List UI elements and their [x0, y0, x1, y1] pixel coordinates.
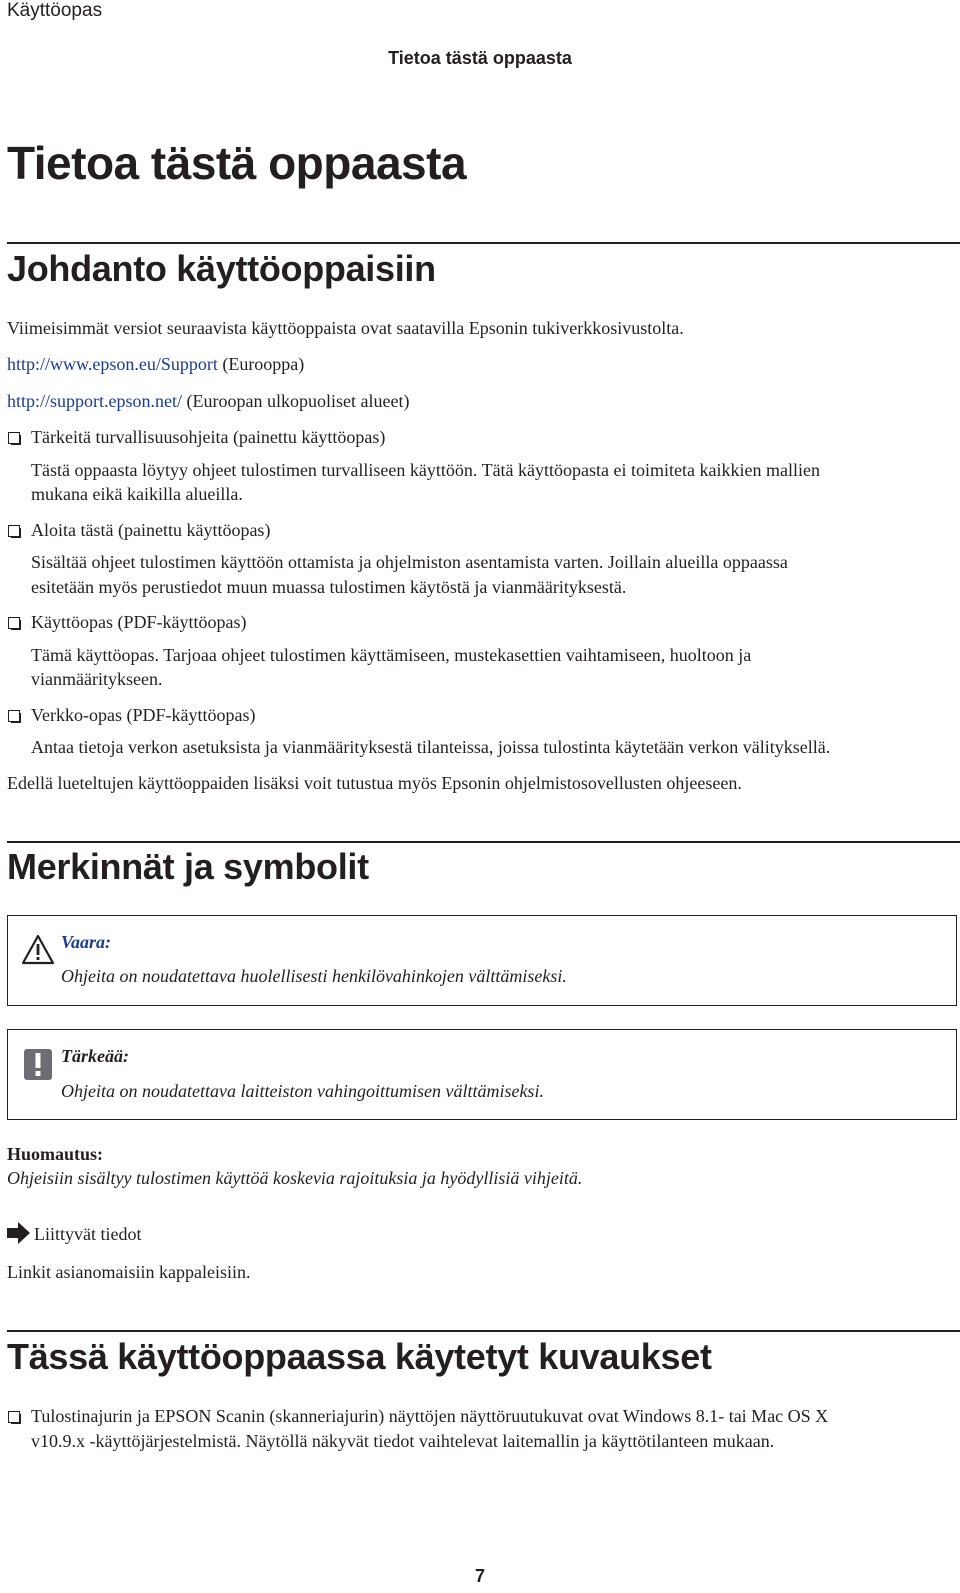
list-item-desc: mukana eikä kaikilla alueilla. — [31, 484, 243, 504]
important-text: Ohjeita on noudatettava laitteiston vahingoittumisen välttämiseksi. — [61, 1081, 544, 1101]
section-rule — [7, 841, 960, 843]
section-heading-symbols: Merkinnät ja symbolit — [7, 846, 369, 887]
list-item-title: Aloita tästä (painettu käyttöopas) — [31, 520, 271, 540]
checkbox-bullet-icon — [8, 617, 20, 629]
list-item-desc: Tämä käyttöopas. Tarjoaa ohjeet tulostimen käyttämiseen, mustekasettien vaihtamiseen, huoltoon ja — [31, 645, 752, 665]
note-text: Ohjeisiin sisältyy tulostimen käyttöä koskevia rajoituksia ja hyödyllisiä vihjeitä. — [7, 1168, 583, 1188]
list-item-title: Käyttöopas (PDF-käyttöopas) — [31, 612, 247, 632]
link-note-2: (Euroopan ulkopuoliset alueet) — [182, 391, 410, 411]
list-item-desc: v10.9.x -käyttöjärjestelmistä. Näytöllä näkyvät tiedot vaihtelevat laitemallin ja käyttötilanteen mukaan. — [31, 1431, 775, 1451]
note-title: Huomautus: — [7, 1144, 104, 1164]
epson-eu-support-link[interactable]: http://www.epson.eu/Support — [7, 354, 218, 374]
arrow-right-icon — [7, 1222, 31, 1244]
list-item-desc: Antaa tietoja verkon asetuksista ja vianmäärityksestä tilanteissa, joissa tulostinta käytetään verkon välityksellä. — [31, 737, 831, 757]
checkbox-bullet-icon — [8, 525, 20, 537]
list-item-title: Tärkeitä turvallisuusohjeita (painettu käyttöopas) — [31, 427, 386, 447]
warning-triangle-icon — [21, 934, 55, 965]
related-info-text: Linkit asianomaisiin kappaleisiin. — [7, 1262, 251, 1282]
section-rule — [7, 242, 960, 244]
section-heading-illustrations: Tässä käyttöoppaassa käytetyt kuvaukset — [7, 1336, 712, 1377]
link-line-1 — [7, 352, 304, 377]
warning-text: Ohjeita on noudatettava huolellisesti henkilövahinkojen välttämiseksi. — [61, 966, 567, 986]
list-item-desc: Sisältää ohjeet tulostimen käyttöön ottamista ja ohjelmiston asentamista varten. Joillain alueilla oppaassa — [31, 552, 788, 572]
link-line-2 — [7, 389, 409, 414]
list-item-title: Verkko-opas (PDF-käyttöopas) — [31, 705, 256, 725]
running-title: Tietoa tästä oppaasta — [388, 48, 572, 68]
list-item-desc: Tästä oppaasta löytyy ohjeet tulostimen turvalliseen käyttöön. Tätä käyttöopasta ei toimiteta kaikkien mallien — [31, 460, 820, 480]
list-item-desc: esitetään myös perustiedot muun muassa tulostimen käytöstä ja vianmäärityksestä. — [31, 577, 627, 597]
running-head: Käyttöopas — [7, 0, 103, 21]
page-number: 7 — [474, 1566, 485, 1586]
checkbox-bullet-icon — [8, 432, 20, 444]
checkbox-bullet-icon — [8, 1411, 20, 1423]
epson-global-support-link[interactable]: http://support.epson.net/ — [7, 391, 182, 411]
intro-lead: Viimeisimmät versiot seuraavista käyttöoppaista ovat saatavilla Epsonin tukiverkkosivustolta. — [7, 318, 684, 338]
section-heading-intro: Johdanto käyttöoppaisiin — [7, 248, 436, 289]
warning-title: Vaara: — [61, 932, 112, 952]
important-exclamation-icon — [23, 1048, 53, 1081]
section-rule — [7, 1330, 960, 1332]
list-item-desc: vianmääritykseen. — [31, 669, 163, 689]
important-title: Tärkeää: — [61, 1046, 129, 1066]
chapter-title: Tietoa tästä oppaasta — [7, 137, 467, 189]
related-info-label: Liittyvät tiedot — [34, 1224, 142, 1244]
warning-box — [7, 915, 957, 1006]
important-box — [7, 1029, 957, 1120]
intro-closing: Edellä lueteltujen käyttöoppaiden lisäksi voit tutustua myös Epsonin ohjelmistosovellusten ohjeeseen. — [7, 773, 742, 793]
checkbox-bullet-icon — [8, 710, 20, 722]
list-item-desc: Tulostinajurin ja EPSON Scanin (skanneriajurin) näyttöjen näyttöruutukuvat ovat Windows 8.1- tai Mac OS X — [31, 1406, 829, 1426]
link-note-1: (Eurooppa) — [217, 354, 305, 374]
